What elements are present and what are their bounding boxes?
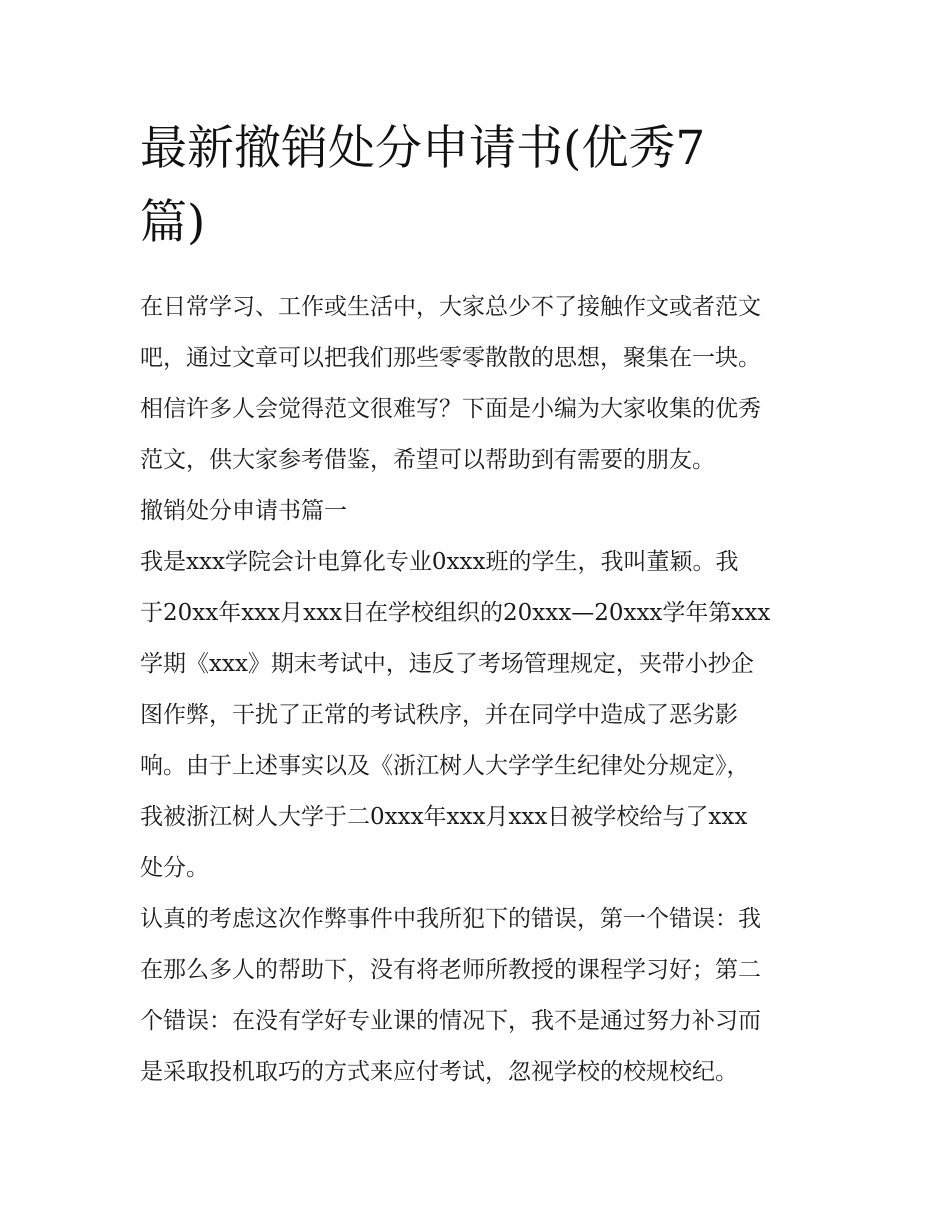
document-page xyxy=(140,112,820,1098)
document-title xyxy=(140,112,820,260)
text-line: 学期《xxx》期末考试中，违反了考场管理规定，夹带小抄企 xyxy=(140,651,754,677)
text-line: 在那么多人的帮助下，没有将老师所教授的课程学习好；第二 xyxy=(140,957,761,983)
body-paragraph-2 xyxy=(140,894,820,1098)
text-line: 图作弊，干扰了正常的考试秩序，并在同学中造成了恶劣影 xyxy=(140,702,738,728)
text-line: 撤销处分申请书篇一 xyxy=(140,498,347,524)
section-heading xyxy=(140,486,820,537)
text-line: 处分。 xyxy=(140,855,209,881)
text-line: 认真的考虑这次作弊事件中我所犯下的错误，第一个错误：我 xyxy=(140,906,761,932)
text-line: 相信许多人会觉得范文很难写？下面是小编为大家收集的优秀 xyxy=(140,396,761,422)
body-paragraph-1 xyxy=(140,537,820,894)
text-line: 个错误：在没有学好专业课的情况下，我不是通过努力补习而 xyxy=(140,1008,761,1034)
text-line: 范文，供大家参考借鉴，希望可以帮助到有需要的朋友。 xyxy=(140,447,715,473)
title-line: 最新撤销处分申请书(优秀7 xyxy=(140,121,706,176)
text-line: 于20xx年xxx月xxx日在学校组织的20xxx—20xxx学年第xxx xyxy=(140,600,771,626)
text-line: 在日常学习、工作或生活中，大家总少不了接触作文或者范文 xyxy=(140,294,761,320)
text-line: 吧，通过文章可以把我们那些零零散散的思想，聚集在一块。 xyxy=(140,345,761,371)
text-line: 我是xxx学院会计电算化专业0xxx班的学生，我叫董颖。我 xyxy=(140,549,739,575)
text-line: 响。由于上述事实以及《浙江树人大学学生纪律处分规定》， xyxy=(140,753,750,779)
intro-paragraph xyxy=(140,282,820,486)
text-line: 是采取投机取巧的方式来应付考试，忽视学校的校规校纪。 xyxy=(140,1059,738,1085)
title-line: 篇) xyxy=(140,195,206,250)
text-line: 我被浙江树人大学于二0xxx年xxx月xxx日被学校给与了xxx xyxy=(140,804,748,830)
